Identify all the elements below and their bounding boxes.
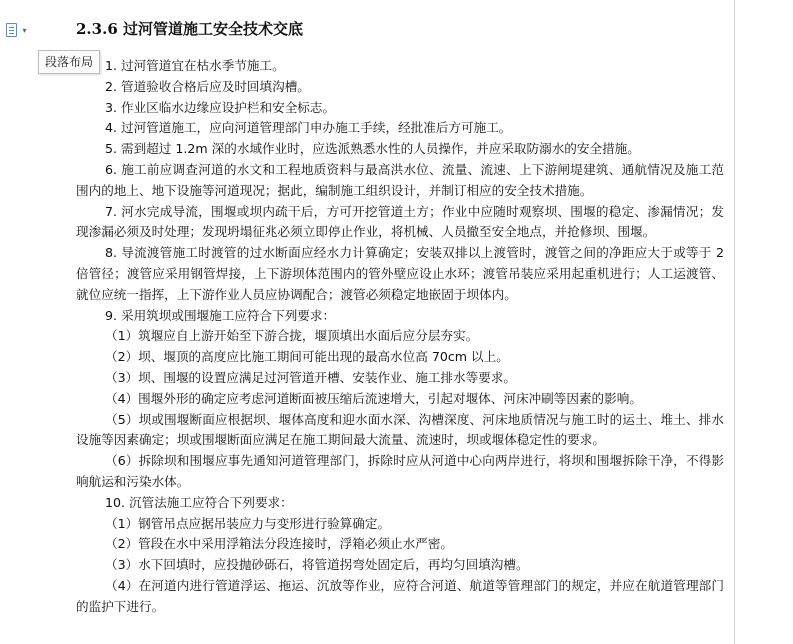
paragraph-7: 7. 河水完成导流，围堰或坝内疏干后，方可开挖管道土方；作业中应随时观察坝、围堰的稳定、渗漏情况；发现渗漏必须及时处理；发现坍塌征兆必须立即停止作业，将机械、人员撤至安全地点，并抢修坝、围堰。 <box>76 203 724 240</box>
paragraph-10-2: （2）管段在水中采用浮箱法分段连接时，浮箱必须止水严密。 <box>104 536 454 552</box>
paragraph-9-1: （1）筑堰应自上游开始至下游合拢，堰顶填出水面后应分层夯实。 <box>104 328 479 344</box>
paragraph-10-1: （1）钢管吊点应据吊装应力与变形进行验算确定。 <box>104 515 391 531</box>
paragraph-5: 5. 需到超过 1.2m 深的水域作业时，应选派熟悉水性的人员操作，并应采取防溺水的安全措施。 <box>104 141 640 157</box>
paragraph-layout-button[interactable] <box>6 20 40 40</box>
paragraph-9: 9. 采用筑坝或围堰施工应符合下列要求： <box>104 307 336 323</box>
paragraph-8: 8. 导流渡管施工时渡管的过水断面应经水力计算确定；安装双排以上渡管时，渡管之间的净距应大于或等于 2 倍管径；渡管应采用钢管焊接，上下游坝体范围内的管外壁应设止水环；渡管吊装应采用起重机进行；人工运渡管、就位应统一指挥，上下游作业人员应协调配合；渡管必须稳定地嵌固于坝体内。 <box>76 245 724 302</box>
paragraph-1: 1. 过河管道宜在枯水季节施工。 <box>104 58 285 73</box>
paragraph-9-2: （2）坝、堰顶的高度应比施工期间可能出现的最高水位高 70cm 以上。 <box>104 349 509 365</box>
section-heading: 2.3.6 过河管道施工安全技术交底 <box>76 20 303 38</box>
paragraph-9-3: （3）坝、围堰的设置应满足过河管道开槽、安装作业、施工排水等要求。 <box>104 369 516 385</box>
paragraph-4: 4. 过河管道施工，应向河道管理部门申办施工手续，经批准后方可施工。 <box>104 120 512 136</box>
page-right-border <box>734 0 735 644</box>
paragraph-6: 6. 施工前应调查河道的水文和工程地质资料与最高洪水位、流量、流速、上下游闸堤建筑、通航情况及施工范围内的地上、地下设施等河道现况；据此，编制施工组织设计，并制订相应的安全技术措施。 <box>76 161 724 198</box>
paragraph-layout-icon <box>6 23 17 37</box>
document-body <box>76 56 724 618</box>
paragraph-2: 2. 管道验收合格后应及时回填沟槽。 <box>104 78 310 94</box>
paragraph-10: 10. 沉管法施工应符合下列要求： <box>104 494 293 510</box>
chevron-down-icon[interactable]: ▾ <box>22 25 27 35</box>
paragraph-9-4: （4）围堰外形的确定应考虑河道断面被压缩后流速增大，引起对堰体、河床冲刷等因素的影响。 <box>104 390 642 406</box>
paragraph-3: 3. 作业区临水边缘应设护栏和安全标志。 <box>104 99 336 115</box>
paragraph-10-3: （3）水下回填时，应投抛砂砾石，将管道拐弯处固定后，再均匀回填沟槽。 <box>104 557 529 573</box>
paragraph-9-6: （6）拆除坝和围堰应事先通知河道管理部门，拆除时应从河道中心向两岸进行，将坝和围堰拆除干净，不得影响航运和污染水体。 <box>76 453 724 489</box>
paragraph-layout-tooltip: 段落布局 <box>38 50 100 74</box>
paragraph-10-4: （4）在河道内进行管道浮运、拖运、沉放等作业，应符合河道、航道等管理部门的规定，并应在航道管理部门的监护下进行。 <box>76 577 724 614</box>
paragraph-9-5: （5）坝或围堰断面应根据坝、堰体高度和迎水面水深、沟槽深度、河床地质情况与施工时的运土、堆土、排水设施等因素确定；坝或围堰断面应满足在施工期间最大流量、流速时，坝或堰体稳定性的要求。 <box>76 411 724 448</box>
